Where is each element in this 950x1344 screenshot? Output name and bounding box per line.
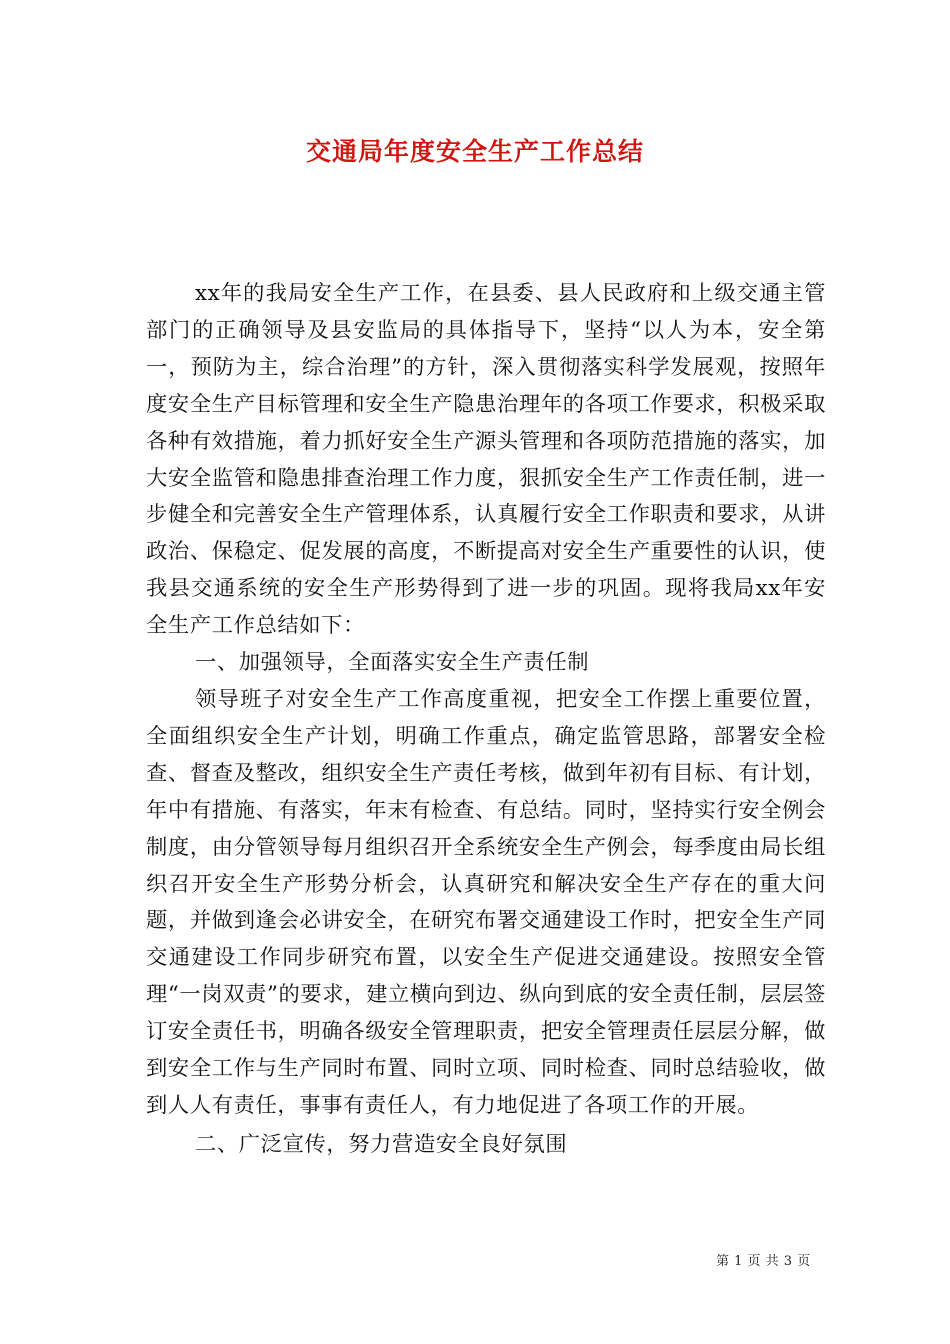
page-title: 交通局年度安全生产工作总结 (305, 137, 644, 166)
section-heading-1: 一、加强领导，全面落实安全生产责任制 (194, 650, 590, 676)
paragraph-intro: xx年的我局安全生产工作，在县委、县人民政府和上级交通主管部门的正确领导及县安监局的具体指导下，坚持“以人为本，安全第一，预防为主，综合治理”的方针，深入贯彻落实科学发展观，按照年度安全生产目标管理和安全生产隐患治理年的各项工作要求，积极采取各种有效措施，着力抓好安全生产源头管理和各项防范措施的落实，加大安全监管和隐患排查治理工作力度，狠抓安全生产工作责任制，进一步健全和完善安全生产管理体系，认真履行安全工作职责和要求，从讲政治、保稳定、促发展的高度，不断提高对安全生产重要性的认识，使我县交通系统的安全生产形势得到了进一步的巩固。现将我局xx年安全生产工作总结如下： (146, 281, 826, 639)
document-body (146, 276, 826, 1164)
paragraph-section-1: 领导班子对安全生产工作高度重视，把安全工作摆上重要位置，全面组织安全生产计划，明确工作重点，确定监管思路，部署安全检查、督查及整改，组织安全生产责任考核，做到年初有目标、有计划，年中有措施、有落实，年末有检查、有总结。同时，坚持实行安全例会制度，由分管领导每月组织召开全系统安全生产例会，每季度由局长组织召开安全生产形势分析会，认真研究和解决安全生产存在的重大问题，并做到逢会必讲安全，在研究布署交通建设工作时，把安全生产同交通建设工作同步研究布置，以安全生产促进交通建设。按照安全管理“一岗双责”的要求，建立横向到边、纵向到底的安全责任制，层层签订安全责任书，明确各级安全管理职责，把安全管理责任层层分解，做到安全工作与生产同时布置、同时立项、同时检查、同时总结验收，做到人人有责任，事事有责任人，有力地促进了各项工作的开展。 (146, 686, 826, 1118)
page-indicator: 第 1 页 共 3 页 (716, 1254, 811, 1269)
section-heading-2: 二、广泛宣传，努力营造安全良好氛围 (194, 1131, 568, 1157)
